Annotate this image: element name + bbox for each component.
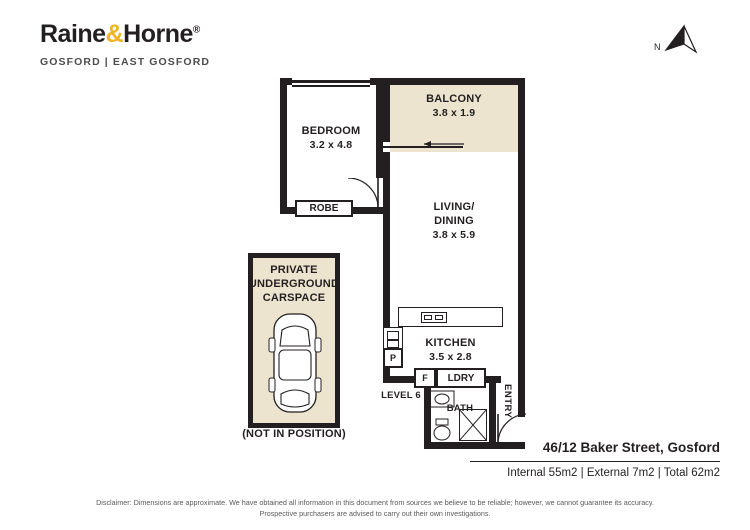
address-areas: Internal 55m2 | External 7m2 | Total 62m2 — [507, 467, 720, 479]
window-bedroom — [292, 80, 370, 83]
entry-text: ENTRY — [502, 384, 513, 419]
living-dining-label — [390, 201, 518, 242]
level-text: LEVEL 6 — [381, 390, 421, 401]
living-dining-name-line1: LIVING/ — [433, 201, 475, 213]
wall-bedroom-top-left — [280, 78, 292, 85]
disclaimer-line2: Prospective purchasers are advised to carry out their own investigations. — [259, 508, 491, 518]
brand-ampersand: & — [105, 20, 124, 48]
bath-label — [431, 403, 489, 415]
laundry-text: LDRY — [447, 372, 475, 384]
cooktop-burner-right — [435, 315, 443, 320]
wall-carspace-top — [248, 253, 340, 258]
pantry-text: P — [389, 353, 396, 363]
entry-label — [502, 384, 513, 418]
living-dining-name-line2: DINING — [434, 214, 474, 227]
address-block — [470, 440, 720, 479]
balcony-label — [390, 93, 518, 120]
fridge-label — [414, 368, 436, 388]
bath-text: BATH — [446, 403, 474, 414]
balcony-dimensions: 3.8 x 1.9 — [432, 106, 476, 119]
robe-text: ROBE — [309, 203, 339, 214]
living-dining-dimensions: 3.8 x 5.9 — [432, 228, 476, 241]
level-label — [372, 390, 430, 402]
window-bedroom-inner — [292, 85, 370, 87]
carspace-line3: CARSPACE — [262, 291, 326, 304]
carspace-label — [238, 264, 350, 305]
car-icon — [262, 308, 328, 418]
kitchen-dimensions: 3.5 x 2.8 — [429, 350, 472, 363]
balcony-name: BALCONY — [426, 93, 482, 105]
kitchen-bench-top — [398, 307, 503, 327]
wall-balcony-left — [383, 78, 390, 142]
bedroom-label — [286, 125, 376, 152]
wall-balcony-right — [518, 78, 525, 158]
carspace-line1: PRIVATE — [270, 264, 318, 276]
laundry-label — [436, 368, 486, 388]
wall-living-right — [518, 152, 525, 417]
brand-name-part1: Raine — [40, 20, 106, 48]
address-street-line — [470, 440, 720, 455]
cooktop-burner-left — [424, 315, 432, 320]
address-street: 46/12 Baker Street — [542, 440, 660, 455]
sliding-door-arrow-icon — [420, 138, 466, 150]
kitchen-name: KITCHEN — [425, 337, 476, 349]
disclaimer — [0, 498, 750, 520]
address-suburb: , Gosford — [660, 440, 720, 455]
carspace-note-text: (NOT IN POSITION) — [242, 428, 346, 440]
robe-label — [295, 200, 353, 217]
wall-living-left-upper — [383, 152, 390, 207]
carspace-note — [232, 428, 356, 442]
bedroom-name: BEDROOM — [301, 125, 361, 137]
wall-bedroom-right-upper — [376, 78, 383, 178]
wall-balcony-top — [383, 78, 525, 85]
kitchen-label — [398, 337, 503, 364]
bedroom-dimensions: 3.2 x 4.8 — [309, 138, 353, 151]
brand-name-part2: Horne — [123, 20, 193, 48]
registered-mark: ® — [192, 24, 200, 36]
balcony-door-jamb — [383, 97, 387, 100]
north-label: N — [654, 42, 661, 52]
carspace-line2: UNDERGROUND — [248, 277, 340, 290]
address-divider — [470, 461, 720, 462]
disclaimer-line1: Disclaimer: Dimensions are approximate. We have obtained all information in this document from sources we believe to be reliable; however, we cannot guarantee its accuracy. — [96, 498, 654, 507]
fridge-text: F — [422, 373, 428, 383]
toilet-icon — [430, 414, 454, 442]
brand-offices: GOSFORD | EAST GOSFORD — [40, 56, 211, 68]
